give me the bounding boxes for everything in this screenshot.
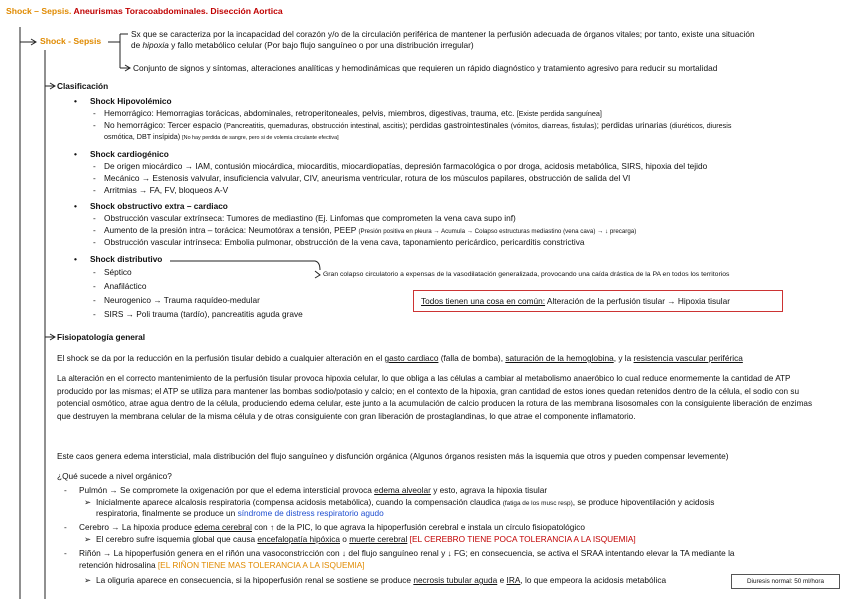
definition-1a: Sx que se caracteriza por la incapacidad del corazón y/o de la circulación periférica de mantener la perfusión adecuada de órganos vitales; por tanto, existe una situación: [131, 29, 755, 39]
cerebro-sub-u2: muerte cerebral: [349, 534, 408, 544]
pulmon-sub1-a: Inicialmente aparece alcalosis respiratoria (compensa acidosis metabólica), cuando la compensación claudica: [96, 497, 501, 507]
rinon-item-cont: [79, 560, 365, 571]
hem-text: Hemorrágico: Hemorragias torácicas, abdominales, retroperitoneales, pelvis, miembros, digestivas, trauma, etc.: [104, 108, 515, 118]
cardio-item-2: - Mecánico → Estenosis valvular, insuficiencia valvular, CIV, aneurisma ventricular, rotura de los músculos papilares, obstrucción de salida del VI: [93, 173, 631, 183]
nohem-l2-tiny: [No hay perdida de sangre, pero si de volemia circulante efectiva]: [182, 135, 339, 141]
distr-item-4: - SIRS → Poli trauma (tardío), pancreatitis aguda grave: [93, 309, 303, 319]
nohem-b-small: (vómitos, diarreas, fistulas): [510, 121, 597, 130]
pulmon-sub-1: ➢ Inicialmente aparece alcalosis respiratoria (compensa acidosis metabólica), cuando la compensación claudica (fatiga de los musc resp), se produce hipoventilación y acidosis: [84, 497, 715, 507]
distributivo-note: Gran colapso circulatorio a expensas de la vasodilatación generalizada, provocando una caída drástica de la PA en todos los territorios: [323, 271, 730, 278]
cerebro-a: Cerebro → La hipoxia produce: [79, 522, 195, 532]
pulmon-u: edema alveolar: [374, 485, 431, 495]
organ-question: ¿Qué sucede a nivel orgánico?: [57, 471, 172, 481]
cardio-i1: De origen miocárdico → IAM, contusión miocárdica, miocarditis, miocardiopatías, depresión farmacológica o por droga, acidosis metabólica, SIRS, hipoxia del tejido: [104, 161, 708, 171]
cerebro-sub: ➢ El cerebro sufre isquemia global que causa encefalopatía hipóxica o muerte cerebral [EL CEREBRO TIENE POCA TOLERANCIA A LA ISQUEMIA]: [84, 534, 636, 544]
nohem-a-small: (Pancreatitis, quemaduras, obstrucción intestinal, ascitis): [223, 121, 406, 130]
no-hemorragico-item: - No hemorrágico: Tercer espacio (Pancreatitis, quemaduras, obstrucción intestinal, ascitis); perdidas gastrointestinales (vómitos, diarreas, fistulas); perdidas urinarias (diuréticos, diuresis: [93, 120, 732, 130]
distr-item-2: - Anafiláctico: [93, 281, 147, 291]
def1-em: hipoxia: [142, 40, 169, 50]
p1-u3: resistencia vascular periférica: [633, 353, 743, 363]
pulmon-sub1-b: , se produce hipoventilación y acidosis: [572, 497, 715, 507]
distr-i2: Anafiláctico: [104, 281, 147, 291]
hipo-title-text: Shock Hipovolémico: [90, 96, 172, 106]
p1-u1: gasto cardiaco: [384, 353, 439, 363]
obstr-item-1: - Obstrucción vascular extrínseca: Tumores de mediastino (Ej. Linfomas que comprometen la vena cava supo inf): [93, 213, 516, 223]
nohem-b: ; perdidas gastrointestinales: [405, 120, 509, 130]
obstr-i3: Obstrucción vascular intrínseca: Embolia pulmonar, obstrucción de la vena cava, taponamiento pericárdico, pericarditis constrictiva: [104, 237, 585, 247]
pulmon-item: - Pulmón → Se compromete la oxigenación por que el edema intersticial provoca edema alveolar y esto, agrava la hipoxia tisular: [64, 485, 548, 495]
document-title: [6, 6, 283, 16]
pulmon-sub-2: [96, 508, 384, 519]
distr-i3: Neurogenico → Trauma raquídeo-medular: [104, 295, 260, 305]
rinon-b: retención hidrosalina: [79, 560, 158, 570]
pulmon-b: y esto, agrava la hipoxia tisular: [430, 485, 548, 495]
obstr-item-2: - Aumento de la presión intra – torácica: Neumotórax a tensión, PEEP (Presión positiva en pleura → Acumula → Colapso estructuras mediastino (vena cava) → ↓ precarga): [93, 225, 637, 235]
distr-item-3: - Neurogenico → Trauma raquídeo-medular: [93, 295, 260, 305]
p1-a: El shock se da por la reducción en la perfusión tisular debido a cualquier alteración en el: [57, 353, 385, 363]
obstr-i1: Obstrucción vascular extrínseca: Tumores de mediastino (Ej. Linfomas que comprometen la vena cava supo inf): [104, 213, 516, 223]
cardio-item-3: - Arritmias → FA, FV, bloqueos A-V: [93, 185, 229, 195]
def1-pre: de: [131, 40, 143, 50]
rinon-sub-c: , lo que empeora la acidosis metabólica: [520, 575, 667, 585]
cerebro-sub-red: [EL CEREBRO TIENE POCA TOLERANCIA A LA ISQUEMIA]: [407, 534, 636, 544]
fisio-paragraph-1: [57, 353, 743, 364]
pulmon-sub1-small: (fatiga de los musc resp): [502, 500, 573, 507]
diuresis-box: Diuresis normal: 50 ml/hora: [731, 574, 840, 589]
obstr-i2-small: (Presión positiva en pleura → Acumula → Colapso estructuras mediastino (vena cava) → ↓ precarga): [358, 228, 637, 235]
distr-item-1: - Séptico: [93, 267, 132, 277]
distr-i4: SIRS → Poli trauma (tardío), pancreatitis aguda grave: [104, 309, 303, 319]
obstr-item-3: - Obstrucción vascular intrínseca: Embolia pulmonar, obstrucción de la vena cava, taponamiento pericárdico, pericarditis constrictiva: [93, 237, 585, 247]
obstructivo-title: • Shock obstructivo extra – cardiaco: [74, 201, 228, 211]
pulmon-sub2-blue: síndrome de distress respiratorio agudo: [237, 508, 384, 518]
p1-u2: saturación de la hemoglobina: [505, 353, 614, 363]
rinon-sub-u1: necrosis tubular aguda: [413, 575, 498, 585]
cardio-i2: Mecánico → Estenosis valvular, insuficiencia valvular, CIV, aneurisma ventricular, rotura de los músculos papilares, obstrucción de salida del VI: [104, 173, 631, 183]
nohem-a: No hemorrágico: Tercer espacio: [104, 120, 222, 130]
cardio-item-1: - De origen miocárdico → IAM, contusión miocárdica, miocarditis, miocardiopatías, depresión farmacológica o por droga, acidosis metabólica, SIRS, hipoxia del tejido: [93, 161, 708, 171]
no-hemorragico-cont: [104, 132, 339, 144]
rinon-sub: ➢ La oliguria aparece en consecuencia, si la hipoperfusión renal se sostiene se produce necrosis tubular aguda e IRA, lo que empeora la acidosis metabólica: [84, 575, 667, 585]
definition-2: Conjunto de signos y síntomas, alteraciones analíticas y hemodinámicas que requieren un rápido diagnóstico y tratamiento agresivo para reducir su mortalidad: [133, 63, 718, 73]
clasificacion-heading: Clasificación: [57, 81, 109, 91]
rinon-sub-b: e: [497, 575, 507, 585]
p1-b: (falla de bomba),: [438, 353, 506, 363]
p1-c: , y la: [613, 353, 634, 363]
obstr-i2a: Aumento de la presión intra – torácica: Neumotórax a tensión, PEEP: [104, 225, 357, 235]
hipovolemico-title: • Shock Hipovolémico: [74, 96, 172, 106]
nohem-l2: osmótica, DBT insípida): [104, 132, 181, 141]
cerebro-sub-u1: encefalopatía hipóxica: [257, 534, 340, 544]
rinon-sub-u2: IRA: [506, 575, 521, 585]
title-prefix: Shock – Sepsis.: [6, 6, 72, 16]
cardio-i3: Arritmias → FA, FV, bloqueos A-V: [104, 185, 229, 195]
rinon-sub-a: La oliguria aparece en consecuencia, si la hipoperfusión renal se sostiene se produce: [96, 575, 414, 585]
distributivo-title: • Shock distributivo: [74, 254, 163, 264]
def1-post: y fallo metabólico celular (Por bajo flujo sanguíneo o por una distribución irregular): [168, 40, 474, 50]
fisiopatologia-heading: Fisiopatología general: [57, 332, 146, 342]
fisio-paragraph-3: Este caos genera edema intersticial, mala distribución del flujo sanguíneo y disfunción orgánica (Algunos órganos resisten más la isquemia que otros y pueden compensar levemente): [57, 451, 729, 461]
nohem-c: ; perdidas urinarias: [596, 120, 668, 130]
rinon-item: - Riñón → La hipoperfusión genera en el riñón una vasoconstricción con ↓ del flujo sanguíneo renal y ↓ FG; en consecuencia, se activa el SRAA intentando elevar la TA mediante la: [64, 548, 735, 558]
shock-sepsis-label: Shock - Sepsis: [40, 36, 102, 46]
distr-i1: Séptico: [104, 267, 132, 277]
pulmon-sub2-a: respiratoria, finalmente se produce un: [96, 508, 238, 518]
nohem-c-small: (diuréticos, diuresis: [669, 121, 732, 130]
pulmon-a: Pulmón → Se compromete la oxigenación por que el edema intersticial provoca: [79, 485, 375, 495]
distr-title-text: Shock distributivo: [90, 254, 163, 264]
cerebro-sub-a: El cerebro sufre isquemia global que causa: [96, 534, 258, 544]
obstr-title-text: Shock obstructivo extra – cardiaco: [90, 201, 228, 211]
cerebro-b: con ↑ de la PIC, lo que agrava la hipoperfusión cerebral e instala un círculo fisiopatológico: [251, 522, 585, 532]
common-trait-rest: Alteración de la perfusión tisular → Hipoxia tisular: [545, 296, 731, 306]
cerebro-item: - Cerebro → La hipoxia produce edema cerebral con ↑ de la PIC, lo que agrava la hipoperfusión cerebral e instala un círculo fisiopatológico: [64, 522, 585, 532]
common-trait-underline: Todos tienen una cosa en común:: [421, 296, 546, 306]
cerebro-sub-b: o: [340, 534, 350, 544]
definition-1b: [131, 40, 474, 51]
hem-small: [Existe perdida sanguínea]: [516, 109, 602, 118]
fisio-paragraph-2: La alteración en el correcto mantenimiento de la perfusión tisular provoca hipoxia celular, lo que obliga a las células a cambiar al metabolismo anaeróbico lo cual reduce enormemente la cantidad de ATP producido por las mismas; el ATP se utiliza para mantener las bombas sodio/potasio y calcio; en el contexto de la hipoxia, gran cantidad de estos iones quedan retenidos dentro de la célula, el sodio con su potencial osmótico, atrae agua dentro de la célula, produciendo edema celular, este junto a la acumulación de calcio producen la rotura de las membrana lisosomales con la consiguiente liberación de enzimas que destruyen la membrana celular de la misma célula y de otras consiguiente con gran liberación de prostaglandinas, lo que atrae el componente inflamatorio.: [57, 374, 813, 421]
hemorragico-item: - Hemorrágico: Hemorragias torácicas, abdominales, retroperitoneales, pelvis, miembros, digestivas, trauma, etc. [Existe perdida sanguínea]: [93, 108, 602, 118]
title-rest: Aneurismas Toracoabdominales. Disección Aortica: [73, 6, 283, 16]
common-trait-box: [413, 290, 783, 312]
cardio-title-text: Shock cardiogénico: [90, 149, 169, 159]
rinon-orange: [EL RIÑON TIENE MAS TOLERANCIA A LA ISQUEMIA]: [157, 560, 365, 570]
cardiogenico-title: • Shock cardiogénico: [74, 149, 169, 159]
rinon-a: Riñón → La hipoperfusión genera en el riñón una vasoconstricción con ↓ del flujo sanguíneo renal y ↓ FG; en consecuencia, se activa el SRAA intentando elevar la TA mediante la: [79, 548, 735, 558]
cerebro-u: edema cerebral: [194, 522, 252, 532]
